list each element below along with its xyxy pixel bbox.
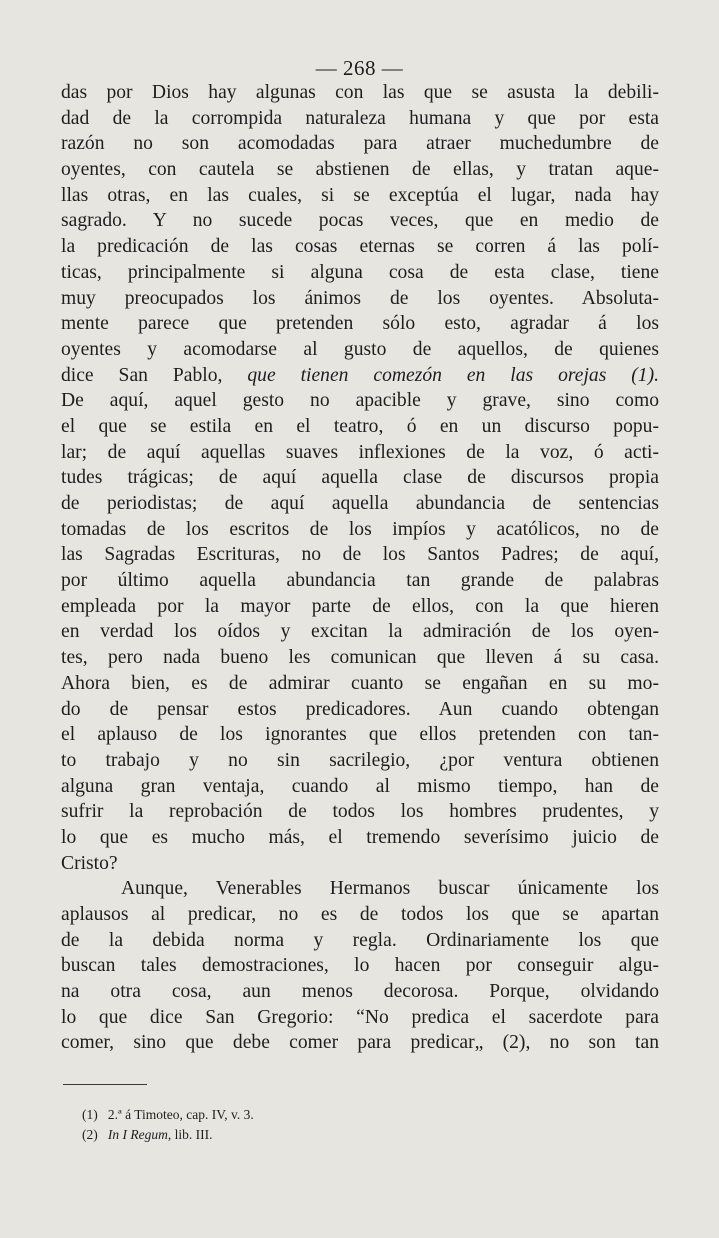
footnote-mark: (2) bbox=[82, 1127, 98, 1142]
text-line: De aquí, aquel gesto no apacible y grave, sino como bbox=[61, 390, 659, 412]
page-number: — 268 — bbox=[315, 56, 404, 80]
text-line: mente parece que pretenden sólo esto, agradar á los bbox=[61, 313, 659, 335]
text-line: empleada por la mayor parte de ellos, con la que hieren bbox=[61, 595, 659, 617]
text-line: en verdad los oídos y excitan la admiración de los oyen- bbox=[61, 621, 659, 643]
text-line: comer, sino que debe comer para predicar„ (2), no son tan bbox=[61, 1032, 659, 1054]
text-line: oyentes y acomodarse al gusto de aquellos, de quienes bbox=[61, 338, 659, 360]
text-line: tudes trágicas; de aquí aquella clase de discursos propia bbox=[61, 467, 659, 489]
footnote-mark: (1) bbox=[82, 1107, 98, 1122]
footnote-2 bbox=[82, 1125, 642, 1145]
text-line-with-citation bbox=[61, 363, 659, 389]
text-line: das por Dios hay algunas con las que se asusta la debili- bbox=[61, 82, 659, 103]
text-line: to trabajo y no sin sacrilegio, ¿por ventura obtienen bbox=[61, 749, 659, 771]
text-line: muy preocupados los ánimos de los oyentes. Absoluta- bbox=[61, 287, 659, 309]
text-line: lar; de aquí aquellas suaves inflexiones de la voz, ó acti- bbox=[61, 441, 659, 463]
footnotes bbox=[82, 1105, 642, 1145]
text-line: dad de la corrompida naturaleza humana y que por esta bbox=[61, 107, 659, 129]
paragraph-end-line: Cristo? bbox=[61, 852, 118, 874]
footnote-1 bbox=[82, 1105, 642, 1125]
text-line: alguna gran ventaja, cuando al mismo tiempo, han de bbox=[61, 775, 659, 797]
text-line: el que se estila en el teatro, ó en un discurso popu- bbox=[61, 415, 659, 437]
footnote-text: 2.ª á Timoteo, cap. IV, v. 3. bbox=[107, 1107, 254, 1122]
text-line: de la debida norma y regla. Ordinariamente los que bbox=[61, 929, 659, 951]
scripture-quote: que tienen comezón en las orejas (1). bbox=[247, 364, 660, 386]
text-line: buscan tales demostraciones, lo hacen por conseguir algu- bbox=[61, 955, 659, 977]
text-line: lo que es mucho más, el tremendo severísimo juicio de bbox=[61, 826, 659, 848]
text-line: oyentes, con cautela se abstienen de ellas, y tratan aque- bbox=[61, 159, 659, 181]
text-line: la predicación de las cosas eternas se corren á las polí- bbox=[61, 236, 659, 258]
text-line-indented: Aunque, Venerables Hermanos buscar únicamente los bbox=[121, 878, 659, 900]
text-line: do de pensar estos predicadores. Aun cuando obtengan bbox=[61, 698, 659, 720]
footnote-divider bbox=[63, 1084, 147, 1085]
text-line: de periodistas; de aquí aquella abundancia de sentencias bbox=[61, 493, 659, 514]
text-line: Ahora bien, es de admirar cuanto se engañan en su mo- bbox=[61, 672, 659, 694]
text-line: ticas, principalmente si alguna cosa de esta clase, tiene bbox=[61, 261, 659, 283]
text-line: tomadas de los escritos de los impíos y acatólicos, no de bbox=[61, 518, 659, 540]
text-line: razón no son acomodadas para atraer muchedumbre de bbox=[61, 133, 659, 155]
text-line: sufrir la reprobación de todos los hombres prudentes, y bbox=[61, 801, 659, 823]
text-line: aplausos al predicar, no es de todos los que se apartan bbox=[61, 904, 659, 925]
text-line: las Sagradas Escrituras, no de los Santos Padres; de aquí, bbox=[61, 544, 659, 566]
line-start: dice San Pablo, bbox=[61, 364, 223, 386]
footnote-work-title: In I Regum, bbox=[107, 1127, 172, 1142]
text-line: na otra cosa, aun menos decorosa. Porque, olvidando bbox=[61, 981, 659, 1003]
text-line: sagrado. Y no sucede pocas veces, que en medio de bbox=[61, 210, 659, 232]
text-line: lo que dice San Gregorio: “No predica el sacerdote para bbox=[61, 1006, 659, 1028]
text-line: tes, pero nada bueno les comunican que lleven á su casa. bbox=[61, 647, 659, 669]
text-line: llas otras, en las cuales, si se exceptúa el lugar, nada hay bbox=[61, 184, 659, 206]
text-line: por último aquella abundancia tan grande de palabras bbox=[61, 570, 659, 592]
text-line: el aplauso de los ignorantes que ellos pretenden con tan- bbox=[61, 724, 659, 746]
footnote-text: lib. III. bbox=[174, 1127, 213, 1142]
body-text bbox=[61, 80, 659, 1056]
